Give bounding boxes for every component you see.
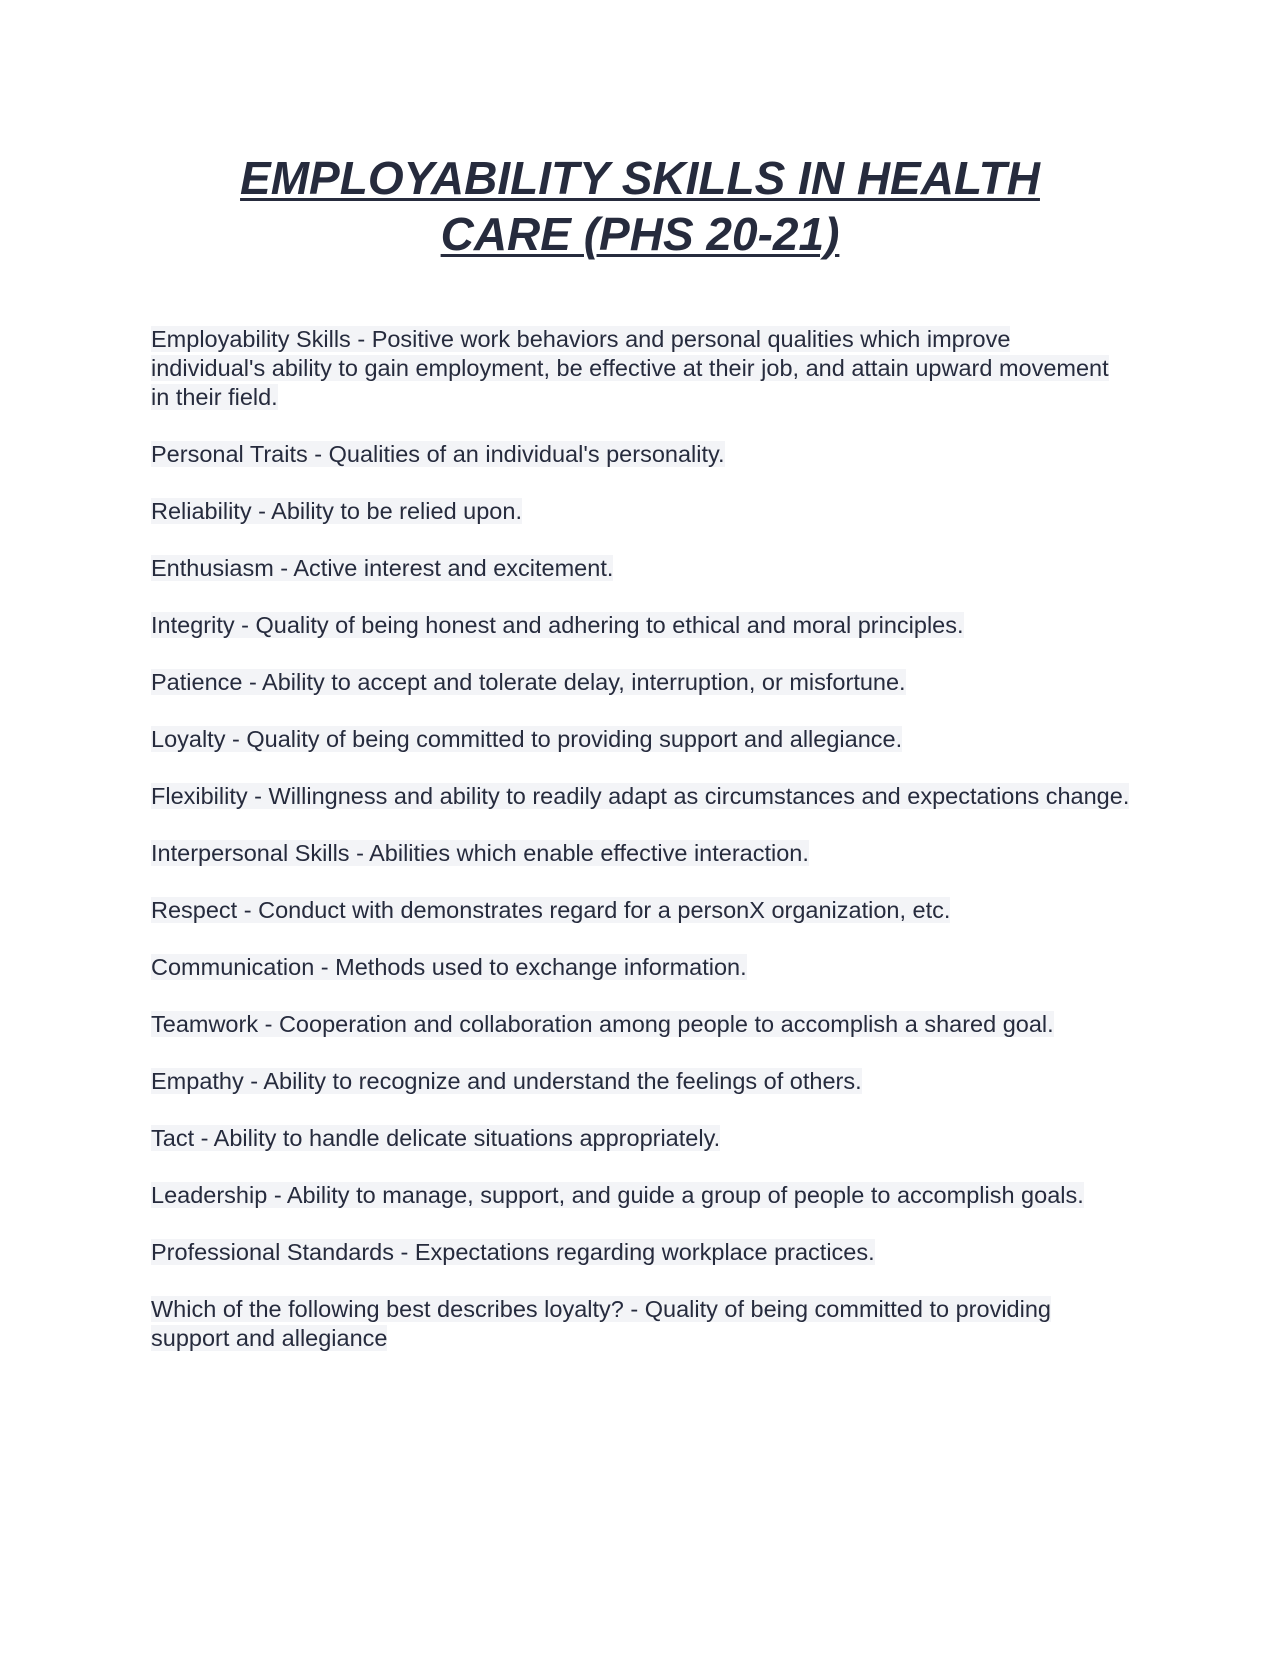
definition-entry: Loyalty - Quality of being committed to providing support and allegiance.	[151, 726, 903, 752]
definition-entry: Flexibility - Willingness and ability to readily adapt as circumstances and expectations change.	[151, 783, 1130, 809]
definition-entry: Patience - Ability to accept and tolerate delay, interruption, or misfortune.	[151, 669, 906, 695]
definition-entry: Professional Standards - Expectations regarding workplace practices.	[151, 1239, 875, 1265]
definition-entry: Tact - Ability to handle delicate situations appropriately.	[151, 1125, 721, 1151]
definition-entry: Interpersonal Skills - Abilities which enable effective interaction.	[151, 840, 809, 866]
document-title-line-1: EMPLOYABILITY SKILLS IN HEALTH	[240, 152, 1040, 204]
definition-entry: Leadership - Ability to manage, support, and guide a group of people to accomplish goals.	[151, 1182, 1084, 1208]
document-title-line-2: CARE (PHS 20-21)	[440, 208, 840, 260]
definition-entry: Employability Skills - Positive work behaviors and personal qualities which improve individual's ability to gain employment, be effective at their job, and attain upward movement in their field.	[151, 326, 1109, 410]
definition-entry: Teamwork - Cooperation and collaboration among people to accomplish a shared goal.	[151, 1011, 1054, 1037]
definition-entry: Communication - Methods used to exchange information.	[151, 954, 747, 980]
definition-list	[151, 325, 1131, 1381]
definition-entry: Respect - Conduct with demonstrates regard for a personX organization, etc.	[151, 897, 951, 923]
definition-entry: Enthusiasm - Active interest and excitement.	[151, 555, 614, 581]
definition-entry: Integrity - Quality of being honest and adhering to ethical and moral principles.	[151, 612, 964, 638]
definition-entry: Reliability - Ability to be relied upon.	[151, 498, 522, 524]
definition-entry: Personal Traits - Qualities of an individual's personality.	[151, 441, 725, 467]
definition-entry: Which of the following best describes loyalty? - Quality of being committed to providing support and allegiance	[151, 1296, 1051, 1351]
document-title	[150, 150, 1130, 262]
definition-entry: Empathy - Ability to recognize and understand the feelings of others.	[151, 1068, 862, 1094]
